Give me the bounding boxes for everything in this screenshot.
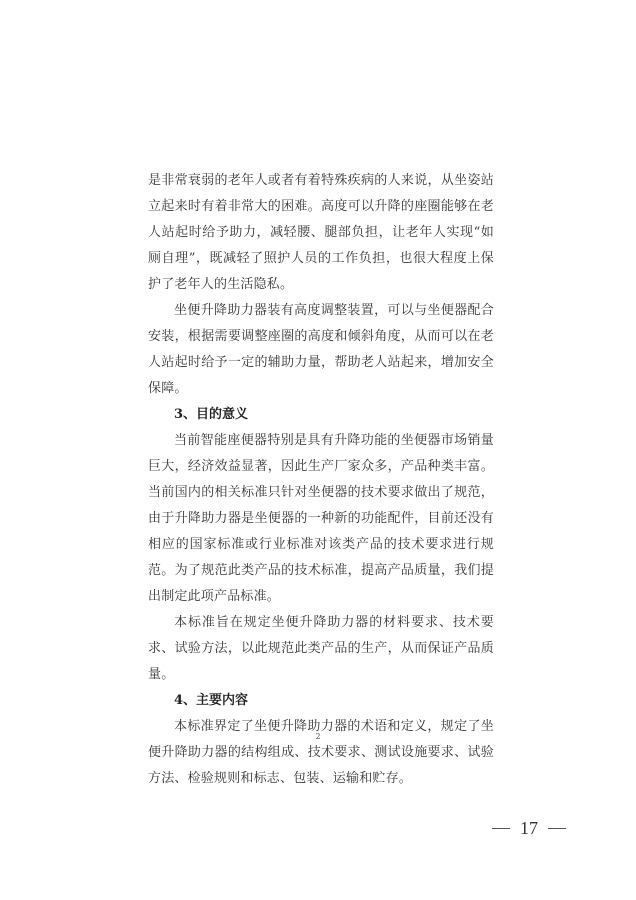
paragraph-aim: 本标准旨在规定坐便升降助力器的材料要求、技术要求、试验方法，以此规范此类产品的生产，从而保证产品质量。 <box>148 615 494 682</box>
paragraph-continued: 是非常衰弱的老年人或者有着特殊疾病的人来说，从坐姿站立起来时有着非常大的困难。高度可以升降的座圈能够在老人站起时给予助力，减轻腰、腿部负担，让老年人实现“如厕自理”，既减轻了照护人员的工作负担，也很大程度上保护了老年人的生活隐私。 <box>148 173 494 292</box>
body-text <box>148 168 494 792</box>
section-heading-main-content: 4、主要内容 <box>174 693 249 708</box>
folio-dash-left <box>492 828 510 829</box>
folio <box>492 818 566 839</box>
paragraph-scope: 本标准界定了坐便升降助力器的术语和定义，规定了坐便升降助力器的结构组成、技术要求、测试设施要求、试验方法、检验规则和标志、包装、运输和贮存。 <box>148 719 494 786</box>
inner-page-number: 2 <box>315 732 321 741</box>
paragraph-market: 当前智能座便器特别是具有升降功能的坐便器市场销量巨大，经济效益显著，因此生产厂家众多，产品种类丰富。当前国内的相关标准只针对坐便器的技术要求做出了规范，由于升降助力器是坐便器的一种新的功能配件，目前还没有相应的国家标准或行业标准对该类产品的技术要求进行规范。为了规范此类产品的技术标准，提高产品质量，我们提出制定此项产品标准。 <box>148 433 494 604</box>
paragraph-lift-device: 坐便升降助力器装有高度调整装置，可以与坐便器配合安装，根据需要调整座圈的高度和倾斜角度，从而可以在老人站起时给予一定的辅助力量，帮助老人站起来，增加安全保障。 <box>148 303 494 396</box>
folio-dash-right <box>548 828 566 829</box>
section-heading-purpose: 3、目的意义 <box>174 407 249 422</box>
folio-number: 17 <box>520 818 538 838</box>
